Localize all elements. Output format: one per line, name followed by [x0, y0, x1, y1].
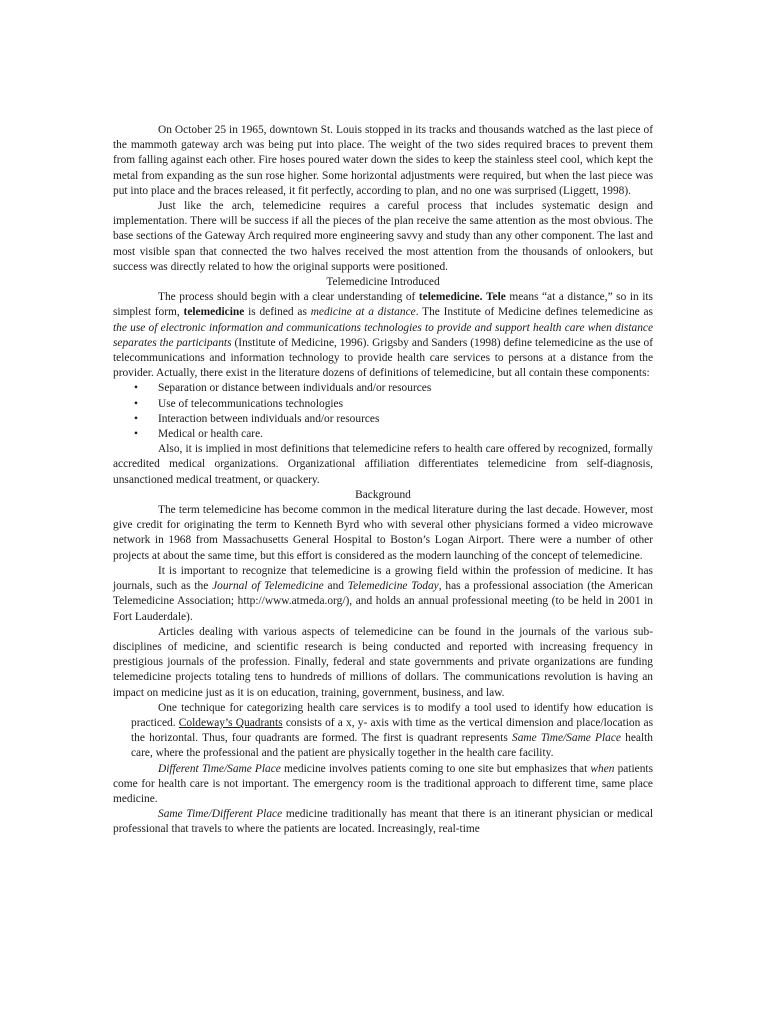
list-item-text: Separation or distance between individuals and/or resources: [158, 382, 432, 395]
bold-term: Tele: [485, 291, 506, 304]
italic-phrase: when: [590, 762, 615, 775]
bullet-icon: •: [134, 412, 138, 425]
paragraph-different-time-same-place: [113, 762, 653, 808]
bold-term: telemedicine: [183, 306, 245, 319]
underlined-term: Coldeway’s Quadrants: [178, 716, 283, 729]
text-run: . The Institute of Medicine defines telemedicine as: [415, 306, 653, 319]
text-run: patients come for health care is not important. The emergency room is the traditional approach to different time, same place medicine.: [113, 762, 654, 805]
paragraph-arch-story: On October 25 in 1965, downtown St. Louis stopped in its tracks and thousands watched as the last piece of the mammoth gateway arch was being put into place. The weight of the two sides required braces to prevent them from falling against each other. Fire hoses poured water down the sides to keep the stainless steel cool, which kept the metal from expanding as the sun rose higher. Some horizontal adjustments were required, but when the last piece was put into place and the braces released, it fit perfectly, according to plan, and no one was surprised (Liggett, 1998).: [113, 124, 653, 197]
text-run: consists of a x, y- axis with time as the vertical dimension and place/location as the horizontal. Thus, four quadrants are formed. The first is quadrant represents: [131, 716, 653, 745]
list-item: [113, 397, 653, 412]
text-run: It is important to recognize that telemedicine is a growing field within the profession of medicine. It has journals, such as the: [113, 564, 653, 593]
journal-title: Telemedicine Today: [347, 580, 439, 593]
italic-phrase: Same Time/Same Place: [512, 732, 621, 745]
paragraph-arch-analogy: Just like the arch, telemedicine requires a careful process that includes systematic design and implementation. There will be success if all the pieces of the plan receive the same attention as the most obvious. The base sections of the Gateway Arch required more engineering savvy and study than any other component. The last and most visible span that connected the two halves received the most attention from the thousands of onlookers, but success was directly related to how the original supports were positioned.: [113, 200, 653, 273]
paragraph-profession: [113, 564, 653, 625]
paragraph-definition: [113, 290, 653, 381]
text-run: (Institute of Medicine, 1996). Grigsby and Sanders (1998) define telemedicine as the use of telecommunications and information technology to provide health care services to persons at a distance from the provider. Actually, there exist in the literature dozens of definitions of telemedicine, but all contain these components:: [113, 336, 653, 380]
bullet-icon: •: [134, 397, 138, 410]
bullet-icon: •: [134, 428, 138, 441]
text-run: is defined as: [244, 306, 311, 319]
bold-term: telemedicine.: [418, 291, 483, 304]
italic-phrase: the use of electronic information and communications technologies to provide and support health care when distance separates the participants: [113, 321, 653, 349]
journal-title: Journal of Telemedicine: [212, 580, 324, 593]
paragraph-accreditation: Also, it is implied in most definitions that telemedicine refers to health care offered by recognized, formally accredited medical organizations. Organizational affiliation differentiates telemedicine from self-diagnosis, unsanctioned medical treatment, or quackery.: [113, 443, 653, 486]
paragraph-quadrants: [113, 701, 653, 762]
paragraph-history: The term telemedicine has become common in the medical literature during the last decade. However, most give credit for originating the term to Kenneth Byrd who with several other physicians formed a video microwave network in 1968 from Massachusetts General Hospital to Boston’s Logan Airport. There were a number of other projects at about the same time, but this effort is considered as the modern launching of the concept of telemedicine.: [113, 504, 653, 562]
italic-phrase: Same Time/Different Place: [158, 808, 283, 821]
text-run: means “at a distance,” so in its simplest form,: [113, 291, 653, 319]
text-run: One technique for categorizing health care services is to modify a tool used to identify how education is practiced.: [131, 701, 653, 729]
list-item-text: Use of telecommunications technologies: [158, 397, 344, 410]
text-run: The process should begin with a clear understanding of: [158, 291, 419, 304]
bullet-icon: •: [134, 382, 138, 395]
list-item: [113, 427, 653, 442]
italic-phrase: medicine at a distance: [310, 306, 416, 319]
italic-phrase: Different Time/Same Place: [158, 762, 281, 775]
text-run: medicine involves patients coming to one site but emphasizes that: [280, 762, 591, 775]
paragraph-same-time-different-place: [113, 807, 653, 837]
section-heading-background: Background: [355, 488, 411, 501]
text-run: health care, where the professional and the patient are physically together in the health care facility.: [131, 732, 653, 760]
section-heading-telemedicine-introduced: Telemedicine Introduced: [326, 276, 440, 289]
text-run: medicine traditionally has meant that there is an itinerant physician or medical professional that travels to where the patients are located. Increasingly, real-time: [113, 808, 653, 836]
list-item-text: Medical or health care.: [158, 428, 263, 441]
text-run: and: [323, 580, 348, 593]
list-item: [113, 412, 653, 427]
list-item-text: Interaction between individuals and/or resources: [158, 412, 380, 425]
components-list: [113, 381, 653, 442]
paragraph-articles: Articles dealing with various aspects of telemedicine can be found in the journals of the various sub-disciplines of medicine, and scientific research is being conducted and reported with increasing frequency in prestigious journals of the profession. Finally, federal and state governments and private organizations are funding telemedicine projects totaling tens to hundreds of millions of dollars. The communications revolution is having an impact on medicine just as it is on education, training, government, business, and law.: [113, 625, 653, 699]
list-item: [113, 381, 653, 396]
text-run: , has a professional association (the American Telemedicine Association; http://www.atmeda.org/), and holds an annual professional meeting (to be held in 2001 in Fort Lauderdale).: [113, 580, 653, 623]
